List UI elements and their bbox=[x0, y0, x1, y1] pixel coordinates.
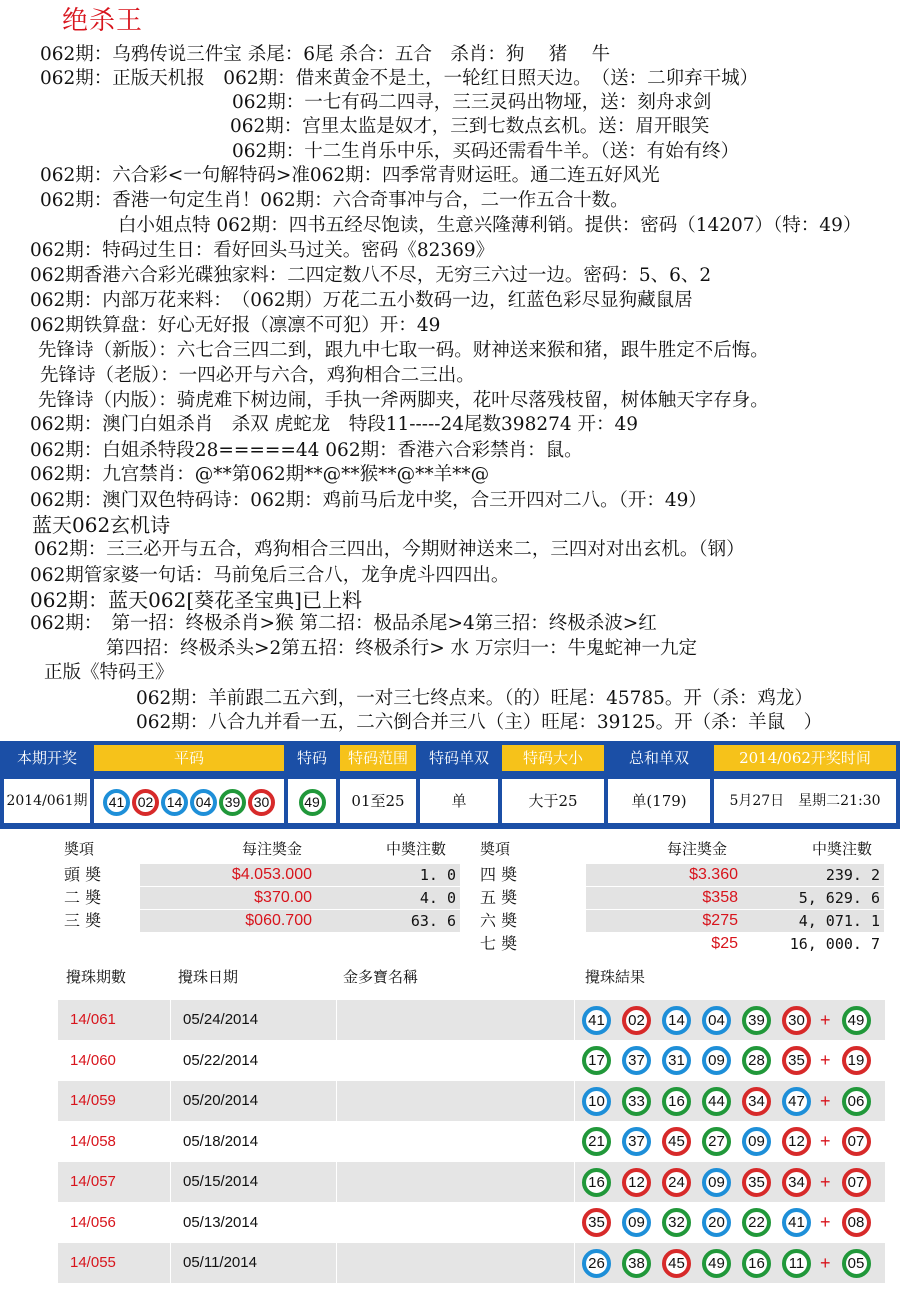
prize-amount: $3.360 bbox=[689, 866, 738, 883]
red-number-ball: 02 bbox=[622, 1006, 651, 1035]
history-balls bbox=[582, 1000, 882, 1040]
text-line: 062期香港六合彩光碟独家料：二四定数八不尽，无穷三六过一边。密码：5、6、2 bbox=[30, 265, 712, 286]
prize-row bbox=[60, 887, 460, 909]
column-divider bbox=[170, 1162, 171, 1202]
red-number-ball: 02 bbox=[132, 789, 159, 816]
column-divider bbox=[170, 1000, 171, 1040]
red-number-ball: 34 bbox=[782, 1168, 811, 1197]
prize-row bbox=[476, 933, 884, 955]
green-number-ball: 49 bbox=[842, 1006, 871, 1035]
red-number-ball: 35 bbox=[782, 1046, 811, 1075]
text-line: 062期：蓝天062[葵花圣宝典]已上料 bbox=[30, 588, 362, 612]
history-period: 14/056 bbox=[70, 1213, 116, 1231]
history-balls bbox=[582, 1203, 882, 1243]
text-line: 第四招：终极杀头>2第五招：终极杀行> 水 万宗归一：牛鬼蛇神一九定 bbox=[106, 638, 698, 659]
blue-number-ball: 37 bbox=[622, 1127, 651, 1156]
red-number-ball: 45 bbox=[662, 1249, 691, 1278]
history-date: 05/20/2014 bbox=[183, 1092, 259, 1109]
plus-sign: + bbox=[820, 1171, 831, 1192]
prize-amount: $358 bbox=[702, 889, 738, 906]
prize-row bbox=[476, 864, 884, 886]
text-line: 062期：九宫禁肖：@**第062期**@**猴**@**羊**@ bbox=[30, 464, 490, 485]
history-period: 14/059 bbox=[70, 1092, 116, 1109]
plus-sign: + bbox=[820, 1090, 831, 1111]
blue-number-ball: 37 bbox=[622, 1046, 651, 1075]
green-number-ball: 44 bbox=[702, 1087, 731, 1116]
history-date: 05/22/2014 bbox=[183, 1051, 259, 1069]
green-number-ball: 16 bbox=[742, 1249, 771, 1278]
prize-right-header-count: 中奬注數 bbox=[812, 840, 873, 858]
text-line: 白小姐点特 062期：四书五经尽饱读，生意兴隆薄利销。提供：密码（14207）（特：49） bbox=[118, 215, 862, 236]
column-divider bbox=[170, 1041, 171, 1081]
blue-number-ball: 09 bbox=[742, 1127, 771, 1156]
red-number-ball: 34 bbox=[742, 1087, 771, 1116]
blue-number-ball: 09 bbox=[622, 1208, 651, 1237]
column-divider bbox=[574, 1122, 575, 1162]
history-header-period: 攪珠期數 bbox=[66, 968, 127, 986]
history-row bbox=[58, 1203, 885, 1243]
text-line: 062期：特码过生日：看好回头马过关。密码《82369》 bbox=[30, 240, 495, 261]
prize-amount: $370.00 bbox=[254, 889, 312, 906]
blue-number-ball: 14 bbox=[662, 1006, 691, 1035]
green-number-ball: 49 bbox=[299, 789, 326, 816]
green-number-ball: 28 bbox=[742, 1046, 771, 1075]
header-special: 特码 bbox=[288, 745, 336, 771]
result-period: 2014/061期 bbox=[4, 779, 90, 823]
prize-amount: $25 bbox=[711, 935, 738, 952]
column-divider bbox=[336, 1000, 337, 1040]
text-line: 062期：羊前跟二五六到，一对三七终点来。（的）旺尾：45785。开（杀：鸡龙） bbox=[136, 688, 813, 709]
header-odd-even: 特码单双 bbox=[420, 745, 498, 771]
prize-name: 三 奬 bbox=[64, 911, 102, 930]
history-date: 05/11/2014 bbox=[183, 1254, 257, 1271]
prize-name: 六 奬 bbox=[480, 911, 518, 930]
page-title: 绝杀王 bbox=[62, 6, 144, 36]
blue-number-ball: 41 bbox=[582, 1006, 611, 1035]
prize-count: 4. 0 bbox=[419, 889, 456, 907]
header-sum-odd-even: 总和单双 bbox=[608, 745, 710, 771]
prize-row bbox=[60, 910, 460, 932]
text-line: 062期：三三必开与五合，鸡狗相合三四出，今期财神送来二，三四对对出玄机。（钢） bbox=[34, 539, 745, 560]
history-row bbox=[58, 1122, 885, 1162]
prize-row bbox=[60, 864, 460, 886]
blue-number-ball: 09 bbox=[702, 1046, 731, 1075]
history-date: 05/15/2014 bbox=[183, 1173, 259, 1190]
column-divider bbox=[336, 1122, 337, 1162]
history-period: 14/058 bbox=[70, 1132, 116, 1150]
history-date: 05/24/2014 bbox=[183, 1011, 259, 1028]
history-balls bbox=[582, 1041, 882, 1081]
history-row bbox=[58, 1243, 885, 1283]
header-regular: 平码 bbox=[94, 745, 284, 771]
text-line: 先锋诗（老版）：一四必开与六合，鸡狗相合二三出。 bbox=[40, 365, 475, 386]
text-line: 062期铁算盘：好心无好报（凛凛不可犯）开：49 bbox=[30, 315, 441, 336]
prize-row bbox=[476, 910, 884, 932]
column-divider bbox=[170, 1203, 171, 1243]
column-divider bbox=[574, 1162, 575, 1202]
prize-count: 5, 629. 6 bbox=[798, 889, 880, 907]
prize-left-header-item: 奬項 bbox=[64, 840, 95, 858]
history-period: 14/057 bbox=[70, 1173, 116, 1190]
history-balls bbox=[582, 1162, 882, 1202]
green-number-ball: 32 bbox=[662, 1208, 691, 1237]
result-big-small: 大于25 bbox=[502, 779, 604, 823]
prize-count: 1. 0 bbox=[419, 866, 456, 884]
history-header-jackpot: 金多寶名稱 bbox=[343, 968, 419, 986]
text-line: 062期：乌鸦传说三件宝 杀尾：6尾 杀合：五合 杀肖：狗 猪 牛 bbox=[40, 44, 611, 65]
column-divider bbox=[336, 1162, 337, 1202]
text-line: 062期：六合彩<一句解特码>准062期：四季常青财运旺。通二连五好风光 bbox=[40, 165, 660, 186]
text-line: 蓝天062玄机诗 bbox=[32, 513, 171, 537]
blue-number-ball: 09 bbox=[702, 1168, 731, 1197]
green-number-ball: 16 bbox=[582, 1168, 611, 1197]
plus-sign: + bbox=[820, 1050, 831, 1070]
text-line: 先锋诗（新版）：六七合三四二到，跟九中七取一码。财神送来猴和猪，跟牛胜定不后悔。 bbox=[38, 340, 769, 361]
prize-amount: $275 bbox=[702, 912, 738, 929]
text-line: 062期：澳门白姐杀肖 杀双 虎蛇龙 特段11-----24尾数398274 开：49 bbox=[30, 414, 639, 435]
green-number-ball: 33 bbox=[622, 1087, 651, 1116]
text-line: 062期：一七有码二四寻，三三灵码出物垭，送：刻舟求剑 bbox=[232, 92, 712, 113]
plus-sign: + bbox=[820, 1131, 831, 1151]
result-sum-odd-even: 单(179) bbox=[608, 779, 710, 823]
history-header-date: 攪珠日期 bbox=[178, 968, 239, 986]
green-number-ball: 27 bbox=[702, 1127, 731, 1156]
green-number-ball: 22 bbox=[742, 1208, 771, 1237]
prize-name: 七 奬 bbox=[480, 934, 518, 953]
blue-number-ball: 41 bbox=[103, 789, 130, 816]
text-line: 正版《特码王》 bbox=[44, 662, 174, 683]
column-divider bbox=[170, 1243, 171, 1283]
blue-number-ball: 20 bbox=[702, 1208, 731, 1237]
red-number-ball: 12 bbox=[622, 1168, 651, 1197]
red-number-ball: 30 bbox=[248, 789, 275, 816]
history-date: 05/13/2014 bbox=[183, 1213, 259, 1231]
column-divider bbox=[336, 1041, 337, 1081]
column-divider bbox=[336, 1243, 337, 1283]
header-big-small: 特码大小 bbox=[502, 745, 604, 771]
red-number-ball: 24 bbox=[662, 1168, 691, 1197]
text-line: 062期管家婆一句话：马前兔后三合八，龙争虎斗四四出。 bbox=[30, 565, 510, 586]
blue-number-ball: 04 bbox=[702, 1006, 731, 1035]
blue-number-ball: 04 bbox=[190, 789, 217, 816]
history-balls bbox=[582, 1081, 882, 1121]
red-number-ball: 07 bbox=[842, 1168, 871, 1197]
blue-number-ball: 47 bbox=[782, 1087, 811, 1116]
text-line: 062期： 第一招：终极杀肖>猴 第二招：极品杀尾>4第三招：终极杀波>红 bbox=[30, 613, 657, 634]
red-number-ball: 12 bbox=[782, 1127, 811, 1156]
blue-number-ball: 26 bbox=[582, 1249, 611, 1278]
history-date: 05/18/2014 bbox=[183, 1132, 259, 1150]
red-number-ball: 19 bbox=[842, 1046, 871, 1075]
column-divider bbox=[170, 1122, 171, 1162]
history-period: 14/060 bbox=[70, 1051, 116, 1069]
text-line: 062期：八合九并看一五，二六倒合并三八（主）旺尾：39125。开（杀：羊鼠 ） bbox=[136, 712, 823, 733]
prize-left-header-amount: 每注奬金 bbox=[242, 840, 303, 858]
green-number-ball: 39 bbox=[742, 1006, 771, 1035]
blue-number-ball: 41 bbox=[782, 1208, 811, 1237]
result-range: 01至25 bbox=[340, 779, 416, 823]
green-number-ball: 39 bbox=[219, 789, 246, 816]
plus-sign: + bbox=[820, 1212, 831, 1232]
prize-name: 五 奬 bbox=[480, 888, 518, 907]
plus-sign: + bbox=[820, 1252, 831, 1273]
prize-right-header-amount: 每注奬金 bbox=[667, 840, 728, 858]
red-number-ball: 45 bbox=[662, 1127, 691, 1156]
green-number-ball: 06 bbox=[842, 1087, 871, 1116]
history-row bbox=[58, 1162, 885, 1202]
history-row bbox=[58, 1041, 885, 1081]
result-special-ball bbox=[288, 779, 336, 823]
column-divider bbox=[574, 1000, 575, 1040]
red-number-ball: 35 bbox=[742, 1168, 771, 1197]
column-divider bbox=[170, 1081, 171, 1121]
blue-number-ball: 10 bbox=[582, 1087, 611, 1116]
prize-count: 4, 071. 1 bbox=[798, 912, 880, 930]
text-line: 062期：香港一句定生肖！062期：六合奇事冲与合，二一作五合十数。 bbox=[40, 190, 629, 211]
column-divider bbox=[336, 1203, 337, 1243]
prize-name: 頭 奬 bbox=[64, 865, 102, 884]
column-divider bbox=[574, 1041, 575, 1081]
prize-right-header-item: 奬項 bbox=[480, 840, 511, 858]
result-regular-balls bbox=[94, 779, 284, 823]
green-number-ball: 11 bbox=[782, 1249, 811, 1278]
prize-amount: $060.700 bbox=[245, 912, 312, 929]
column-divider bbox=[336, 1081, 337, 1121]
green-number-ball: 16 bbox=[662, 1087, 691, 1116]
prize-name: 四 奬 bbox=[480, 865, 518, 884]
prize-count: 63. 6 bbox=[410, 912, 456, 930]
prize-row bbox=[476, 887, 884, 909]
history-period: 14/055 bbox=[70, 1254, 116, 1271]
red-number-ball: 08 bbox=[842, 1208, 871, 1237]
header-range: 特码范围 bbox=[340, 745, 416, 771]
prize-count: 16, 000. 7 bbox=[789, 935, 880, 953]
history-balls bbox=[582, 1243, 882, 1283]
blue-number-ball: 31 bbox=[662, 1046, 691, 1075]
text-line: 先锋诗（内版）：骑虎难下树边闹，手执一斧两脚夹，花叶尽落残枝留，树体触天字存身。 bbox=[38, 390, 769, 411]
red-number-ball: 30 bbox=[782, 1006, 811, 1035]
text-line: 062期：十二生肖乐中乐，买码还需看牛羊。（送：有始有终） bbox=[232, 141, 740, 162]
green-number-ball: 38 bbox=[622, 1249, 651, 1278]
text-line: 062期：内部万花来料： （062期）万花二五小数码一边，红蓝色彩尽显狗藏鼠居 bbox=[30, 290, 693, 311]
prize-amount: $4.053.000 bbox=[231, 866, 312, 883]
green-number-ball: 21 bbox=[582, 1127, 611, 1156]
header-draw-time: 2014/062开奖时间 bbox=[714, 745, 896, 771]
column-divider bbox=[574, 1081, 575, 1121]
text-line: 062期：白姐杀特段28=====44 062期：香港六合彩禁肖：鼠。 bbox=[30, 440, 583, 461]
history-row bbox=[58, 1081, 885, 1121]
blue-number-ball: 14 bbox=[161, 789, 188, 816]
red-number-ball: 07 bbox=[842, 1127, 871, 1156]
result-odd-even: 单 bbox=[420, 779, 498, 823]
prize-left-header-count: 中奬注數 bbox=[386, 840, 447, 858]
header-current: 本期开奖 bbox=[4, 745, 90, 771]
green-number-ball: 17 bbox=[582, 1046, 611, 1075]
history-balls bbox=[582, 1122, 882, 1162]
red-number-ball: 35 bbox=[582, 1208, 611, 1237]
prize-name: 二 奬 bbox=[64, 888, 102, 907]
column-divider bbox=[574, 1203, 575, 1243]
history-header-result: 攪珠結果 bbox=[585, 968, 646, 986]
text-line: 062期：正版天机报 062期：借来黄金不是土，一轮红日照天边。 （送：二卯弃干城） bbox=[40, 68, 759, 89]
green-number-ball: 49 bbox=[702, 1249, 731, 1278]
history-row bbox=[58, 1000, 885, 1040]
text-line: 062期：澳门双色特码诗：062期：鸡前马后龙中奖，合三开四对二八。（开：49） bbox=[30, 490, 707, 511]
history-period: 14/061 bbox=[70, 1011, 116, 1028]
text-line: 062期：宫里太监是奴才，三到七数点玄机。送：眉开眼笑 bbox=[230, 116, 710, 137]
plus-sign: + bbox=[820, 1009, 831, 1030]
green-number-ball: 05 bbox=[842, 1249, 871, 1278]
result-draw-time: 5月27日 星期二21:30 bbox=[714, 779, 896, 823]
column-divider bbox=[574, 1243, 575, 1283]
prize-count: 239. 2 bbox=[825, 866, 880, 884]
